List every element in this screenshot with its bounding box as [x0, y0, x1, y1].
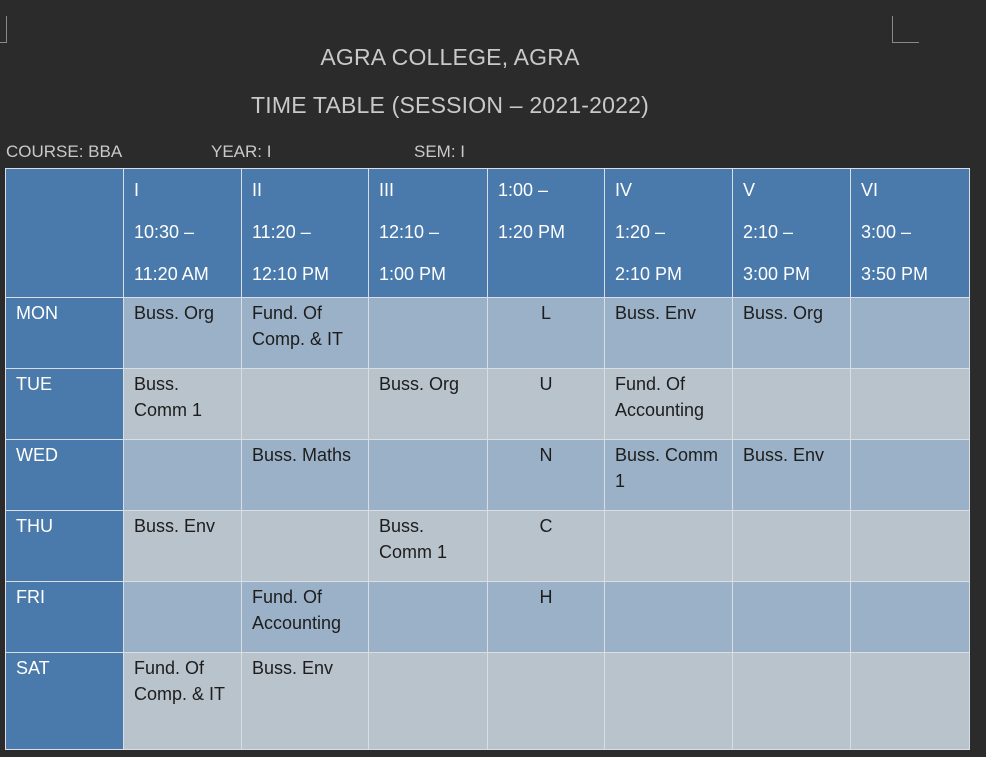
period-header	[733, 169, 851, 298]
college-title: AGRA COLLEGE, AGRA	[320, 44, 580, 70]
table-row	[6, 369, 970, 440]
period-header	[369, 169, 488, 298]
year-label: YEAR: I	[211, 142, 272, 161]
class-cell	[733, 582, 851, 653]
class-cell: Buss. Env	[733, 440, 851, 511]
class-cell	[369, 653, 488, 750]
period-header	[242, 169, 369, 298]
class-cell: Buss. Org	[369, 369, 488, 440]
period-time-end: 2:10 PM	[615, 264, 683, 284]
class-cell	[851, 511, 970, 582]
class-cell	[242, 369, 369, 440]
period-time-end: 3:50 PM	[861, 264, 929, 284]
period-label: V	[743, 180, 756, 200]
class-cell	[369, 298, 488, 369]
class-cell	[605, 653, 733, 750]
lunch-cell	[488, 653, 605, 750]
lunch-cell: N	[488, 440, 605, 511]
corner-cell	[6, 169, 124, 298]
period-time-start: 10:30 –	[134, 222, 195, 242]
day-label: THU	[6, 511, 124, 582]
period-time-start: 2:10 –	[743, 222, 794, 242]
class-cell	[605, 582, 733, 653]
day-label: SAT	[6, 653, 124, 750]
day-label: FRI	[6, 582, 124, 653]
class-cell: Buss. Org	[124, 298, 242, 369]
class-cell	[851, 440, 970, 511]
timetable-title: TIME TABLE (SESSION – 2021-2022)	[251, 92, 649, 118]
period-time-end: 1:00 PM	[379, 264, 447, 284]
class-cell: Buss. Env	[605, 298, 733, 369]
sem-label: SEM: I	[414, 142, 466, 161]
class-cell	[242, 511, 369, 582]
class-cell: Fund. Of Comp. & IT	[242, 298, 369, 369]
class-cell: Buss. Comm 1	[124, 369, 242, 440]
class-cell	[851, 369, 970, 440]
day-label: WED	[6, 440, 124, 511]
class-cell: Buss. Comm 1	[369, 511, 488, 582]
crop-mark-right	[892, 16, 919, 43]
lunch-cell: C	[488, 511, 605, 582]
timetable	[5, 168, 970, 750]
class-cell	[733, 369, 851, 440]
class-cell	[851, 653, 970, 750]
period-header	[605, 169, 733, 298]
period-time-end: 3:00 PM	[743, 264, 811, 284]
class-cell	[851, 298, 970, 369]
table-row	[6, 511, 970, 582]
class-cell	[733, 511, 851, 582]
class-cell	[369, 582, 488, 653]
period-time-start: 1:20 PM	[498, 222, 566, 242]
class-cell: Fund. Of Comp. & IT	[124, 653, 242, 750]
period-time-start: 1:20 –	[615, 222, 666, 242]
period-time-start: 3:00 –	[861, 222, 912, 242]
class-cell: Fund. Of Accounting	[605, 369, 733, 440]
period-time-end: 12:10 PM	[252, 264, 330, 284]
class-cell	[124, 582, 242, 653]
lunch-header	[488, 169, 605, 298]
table-row	[6, 582, 970, 653]
period-header	[124, 169, 242, 298]
day-label: MON	[6, 298, 124, 369]
period-time-end: 11:20 AM	[134, 264, 209, 284]
crop-mark-left	[0, 16, 7, 43]
class-cell: Buss. Maths	[242, 440, 369, 511]
lunch-cell: U	[488, 369, 605, 440]
period-label: III	[379, 180, 395, 200]
class-cell: Buss. Env	[124, 511, 242, 582]
lunch-cell: H	[488, 582, 605, 653]
class-cell	[369, 440, 488, 511]
day-label: TUE	[6, 369, 124, 440]
class-cell	[733, 653, 851, 750]
timetable-header-row	[6, 169, 970, 298]
period-label: VI	[861, 180, 879, 200]
period-time-end	[498, 253, 594, 295]
period-label: I	[134, 180, 140, 200]
table-row	[6, 440, 970, 511]
class-cell: Buss. Env	[242, 653, 369, 750]
class-cell: Fund. Of Accounting	[242, 582, 369, 653]
table-row	[6, 298, 970, 369]
class-cell	[124, 440, 242, 511]
period-label: 1:00 –	[498, 180, 549, 200]
class-cell	[605, 511, 733, 582]
period-label: IV	[615, 180, 633, 200]
period-time-start: 11:20 –	[252, 222, 311, 242]
class-cell: Buss. Comm 1	[605, 440, 733, 511]
lunch-cell: L	[488, 298, 605, 369]
course-label: COURSE: BBA	[6, 142, 123, 161]
class-cell: Buss. Org	[733, 298, 851, 369]
table-row	[6, 653, 970, 750]
class-cell	[851, 582, 970, 653]
period-label: II	[252, 180, 263, 200]
period-time-start: 12:10 –	[379, 222, 440, 242]
period-header	[851, 169, 970, 298]
